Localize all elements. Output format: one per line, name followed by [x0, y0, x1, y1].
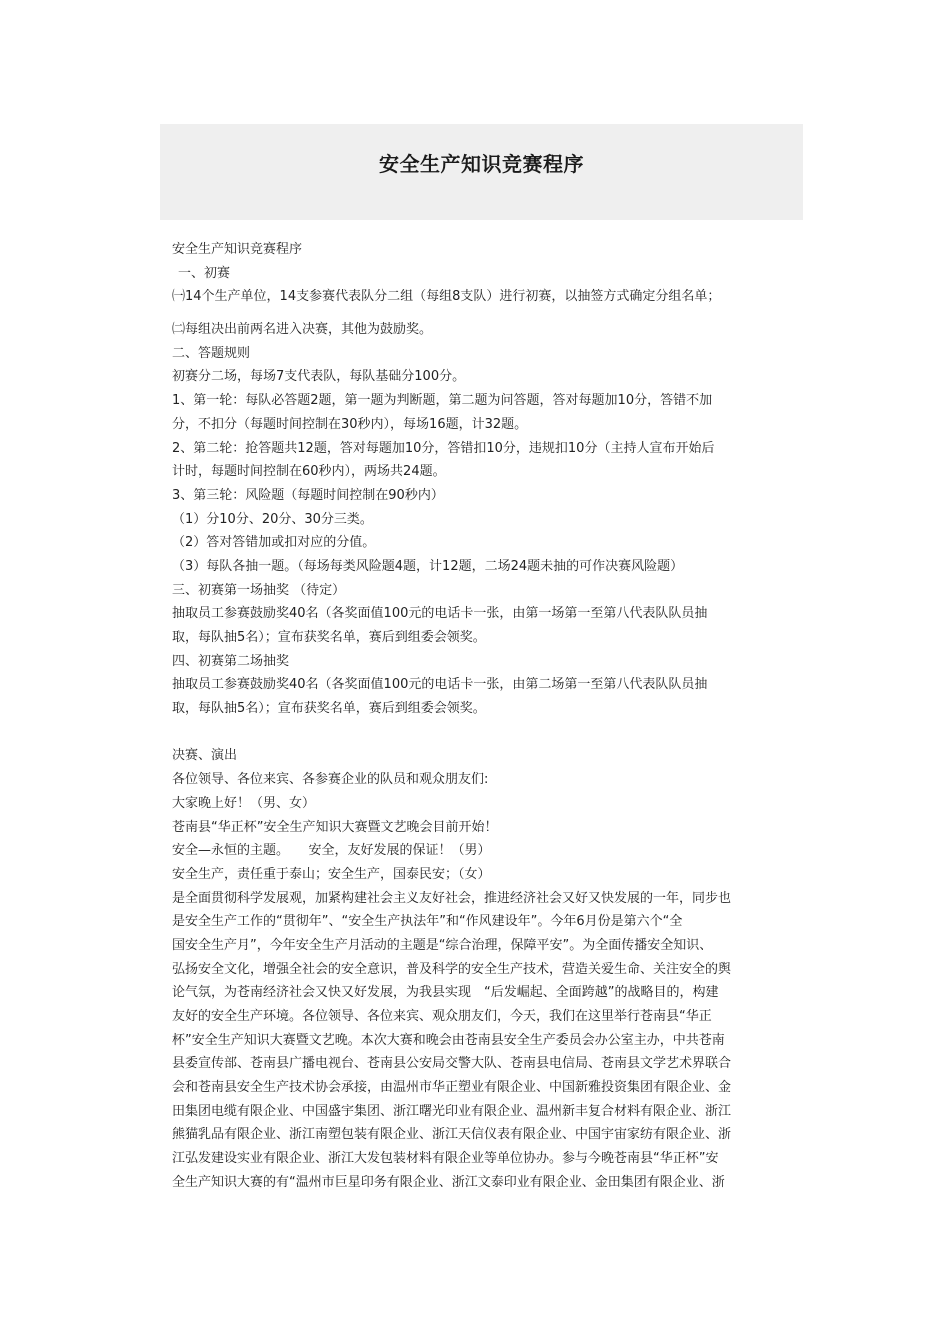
document-title: 安全生产知识竞赛程序 — [379, 152, 584, 176]
text-line: 抽取员工参赛鼓励奖40名（各奖面值100元的电话卡一张，由第一场第一至第八代表队队员抽 — [172, 606, 708, 622]
section-heading: 三、初赛第一场抽奖 （待定） — [172, 582, 346, 598]
text-line: 熊猫乳品有限企业、浙江南塑包装有限企业、浙江天信仪表有限企业、中国宇宙家纺有限企业、浙 — [172, 1127, 732, 1143]
text-line: 友好的安全生产环境。各位领导、各位来宾、观众朋友们，今天，我们在这里举行苍南县“华正 — [172, 1009, 712, 1024]
spacer — [172, 309, 794, 318]
text-line: 初赛分二场，每场7支代表队，每队基础分100分。 — [172, 369, 466, 385]
text-line: 苍南县“华正杯”安全生产知识大赛暨文艺晚会目前开始！ — [172, 819, 498, 835]
section-heading: 一、初赛 — [178, 265, 231, 281]
text-line: 取，每队抽5名）；宣布获奖名单，赛后到组委会领奖。 — [172, 701, 486, 717]
section-heading: 二、答题规则 — [172, 345, 251, 361]
text-line: 江弘发建设实业有限企业、浙江大发包装材料有限企业等单位协办。参与今晚苍南县“华正杯”安 — [172, 1151, 719, 1167]
text-line: （2）答对答错加或扣对应的分值。 — [172, 535, 376, 551]
spacer — [172, 721, 794, 745]
text-line: 安全—永恒的主题。 安全，友好发展的保证！（男） — [172, 843, 491, 859]
text-line: 论气氛，为苍南经济社会又快又好发展，为我县实现 “后发崛起、全面跨越”的战略目的，构建 — [172, 985, 719, 1001]
text-line: 弘扬安全文化，增强全社会的安全意识，普及科学的安全生产技术，营造关爱生命、关注安全的舆 — [172, 961, 732, 977]
text-line: （1）分10分、20分、30分三类。 — [172, 511, 373, 527]
text-line: 会和苍南县安全生产技术协会承接，由温州市华正塑业有限企业、中国新雅投资集团有限企业、金 — [172, 1080, 732, 1096]
text-line: ㈡每组决出前两名进入决赛，其他为鼓励奖。 — [172, 322, 433, 338]
text-line: 是全面贯彻科学发展观，加紧构建社会主义友好社会，推进经济社会又好又快发展的一年，同步也 — [172, 890, 732, 906]
text-line: ㈠14个生产单位，14支参赛代表队分二组（每组8支队）进行初赛，以抽签方式确定分组名单； — [172, 289, 721, 305]
text-line: 抽取员工参赛鼓励奖40名（各奖面值100元的电话卡一张，由第二场第一至第八代表队队员抽 — [172, 677, 708, 693]
text-line: 安全生产，责任重于泰山；安全生产，国泰民安；（女） — [172, 866, 491, 882]
text-line: 取，每队抽5名）；宣布获奖名单，赛后到组委会领奖。 — [172, 630, 486, 645]
text-line: 计时，每题时间控制在60秒内），两场共24题。 — [172, 464, 446, 480]
text-line: 2、第二轮：抢答题共12题，答对每题加10分，答错扣10分，违规扣10分（主持人宣布开始后 — [172, 440, 715, 456]
text-line: 田集团电缆有限企业、中国盛宇集团、浙江曙光印业有限企业、温州新丰复合材料有限企业、浙江 — [172, 1103, 732, 1119]
text-line: 安全生产知识竞赛程序 — [172, 242, 303, 257]
document-body — [172, 238, 794, 1195]
section-heading: 决赛、演出 — [172, 748, 238, 764]
text-line: 分，不扣分（每题时间控制在30秒内），每场16题，计32题。 — [172, 416, 528, 432]
text-line: 国安全生产月”，今年安全生产月活动的主题是“综合治理，保障平安”。为全面传播安全知识、 — [172, 937, 713, 953]
title-band — [160, 124, 803, 220]
text-line: 全生产知识大赛的有“温州市巨星印务有限企业、浙江文泰印业有限企业、金田集团有限企业、浙 — [172, 1174, 725, 1190]
text-line: 杯”安全生产知识大赛暨文艺晚。本次大赛和晚会由苍南县安全生产委员会办公室主办，中共苍南 — [172, 1032, 725, 1048]
text-line: 3、第三轮：风险题（每题时间控制在90秒内） — [172, 487, 444, 503]
text-line: （3）每队各抽一题。（每场每类风险题4题，计12题，二场24题未抽的可作决赛风险题） — [172, 558, 684, 574]
text-line: 县委宣传部、苍南县广播电视台、苍南县公安局交警大队、苍南县电信局、苍南县文学艺术界联合 — [172, 1056, 732, 1072]
text-line: 是安全生产工作的“贯彻年”、“安全生产执法年”和“作风建设年”。今年6月份是第六个“全 — [172, 914, 683, 930]
text-line: 各位领导、各位来宾、各参赛企业的队员和观众朋友们: — [172, 772, 489, 788]
section-heading: 四、初赛第二场抽奖 — [172, 653, 290, 669]
text-line: 大家晚上好！（男、女） — [172, 795, 316, 811]
text-line: 1、第一轮：每队必答题2题，第一题为判断题，第二题为问答题，答对每题加10分，答错不加 — [172, 393, 713, 409]
